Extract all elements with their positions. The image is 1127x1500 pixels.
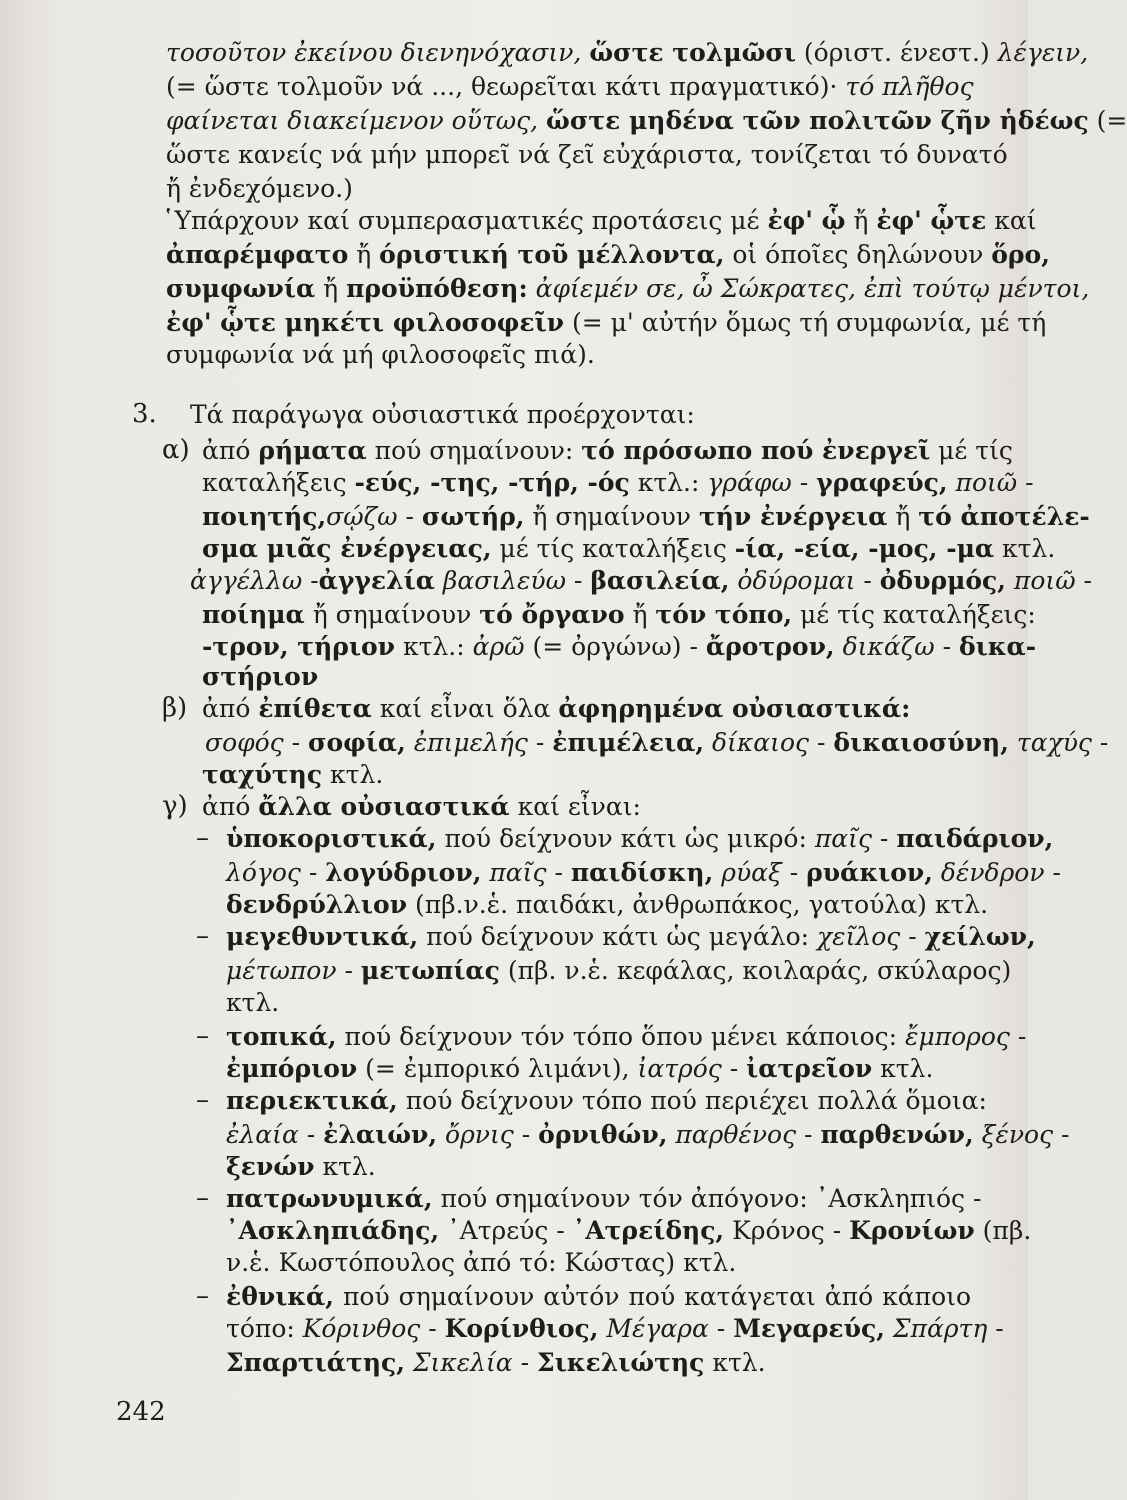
bold-term: γραφεύς, [816,468,948,497]
list-dash: – [196,823,209,853]
section-number: 3. [132,399,157,429]
text-run: (= ὥστε τολμοῦν νά ..., θεωρεῖται κάτι πραγματικό)· [166,72,846,101]
text-run: κτλ. [314,1152,376,1181]
text-run: Κρόνος - [724,1216,850,1245]
bold-term: ταχύτης [202,760,323,789]
bold-term: Σικελιώτης [537,1348,705,1377]
bold-term: ἀγγελία [318,566,435,595]
subsection-marker-a: α) [162,435,190,465]
text-run: (όριστ. ένεστ.) [795,38,998,67]
text-run: - [721,1054,747,1083]
text-run: - [298,1120,324,1149]
text-run: κτλ. [872,1054,934,1083]
text-run: Τά παράγωγα οὐσιαστικά προέρχονται: [190,400,695,429]
italic-term: τοσοῦτον ἐκείνου διενηνόχασιν, [166,38,590,67]
text-run: - [1017,468,1034,497]
italic-term: ἰατρός [637,1054,722,1083]
text-run: μέ τίς καταλήξεις: [792,600,1036,629]
bold-term: ἐφ' ᾧτε μηκέτι φιλοσοφεῖν [166,308,565,337]
bold-term: παιδάριον, [896,824,1054,853]
bold-term: τόν τόπο, [655,600,793,629]
italic-term: ὄρνις [437,1120,514,1149]
bold-term: σμα μιᾶς ἐνέργειας, [202,534,492,563]
text-run: - [420,1314,445,1343]
text-run: ἤ σημαίνουν [304,600,480,629]
text-run: ν.ἑ. Κωστόπουλος ἀπό τό: Κώστας) κτλ. [226,1248,737,1277]
bold-term: συμφωνία [166,274,316,303]
italic-term: Σικελία [404,1348,513,1377]
text-run: ἤ [887,502,919,531]
list-item-line [226,986,971,1019]
text-run: - [1009,1022,1027,1051]
text-run: πού δείχνουν τόπο πού περιέχει πολλά ὅμοια: [397,1086,987,1115]
bold-term: ὥστε τολμῶσι [589,38,796,67]
intro-line [166,238,1050,271]
text-run: ἤ [315,274,347,303]
text-run: - [300,858,326,887]
bold-term: Κορίνθιος, [444,1314,599,1343]
bold-term: ᾿Ατρείδης, [572,1216,725,1245]
bold-term: ἐφ' ᾧ [767,206,846,235]
text-run: - [708,1314,734,1343]
text-run: πού δείχνουν κάτι ὡς μεγάλο: [418,922,817,951]
list-item-line [226,856,1061,889]
bold-term: ἐθνικά, [226,1282,334,1311]
subsection-a-line [202,630,1037,663]
text-run: - [1091,728,1109,757]
text-run: - [987,1314,1004,1343]
text-run: ᾿Ατρεύς - [439,1216,573,1245]
text-run: - [934,632,959,661]
italic-term: ποιῶ [947,468,1018,497]
text-run: ἀπό [202,694,259,723]
bold-term: παιδίσκη, [570,858,714,887]
list-item-line [226,1280,971,1313]
bold-term: ὀρνιθών, [538,1120,668,1149]
bold-term: ἀφηρημένα οὐσιαστικά: [558,694,911,723]
text-run: καί [986,206,1037,235]
italic-term: δίκαιος [704,728,810,757]
bold-term: ᾿Ασκληπιάδης, [226,1216,440,1245]
text-run: - [513,1120,539,1149]
text-run: - [1053,1120,1070,1149]
bold-term: τό ὄργανο [479,600,625,629]
bold-term: Κρονίων [849,1216,975,1245]
bold-term: προϋπόθεση: [346,274,528,303]
list-item-line [226,1118,1070,1151]
list-item-line [226,954,1012,987]
bold-term: ἐπίθετα [258,694,372,723]
italic-term: ρύαξ [713,858,782,887]
list-item-line [226,920,1036,953]
bold-term: Μεγαρεύς, [733,1314,885,1343]
italic-term: ἔμπορος [905,1022,1010,1051]
text-run: καταλήξεις [202,468,355,497]
section-title [190,398,971,431]
text-run: κτλ. [704,1348,766,1377]
bold-term: Σπαρτιάτης, [226,1348,405,1377]
bold-term: ἐλαιών, [323,1120,438,1149]
text-run: (= [1088,106,1127,135]
list-item-line [226,1020,1027,1053]
italic-term: βασιλεύω [434,566,566,595]
intro-line [166,338,971,371]
bold-term: ἐφ' ᾧτε [876,206,987,235]
text-run: ῾Υπάρχουν καί συμπερασματικές προτάσεις μέ [162,206,768,235]
bold-term: τό πρόσωπο πού ἐνεργεῖ [581,436,931,465]
list-dash: – [196,1281,209,1311]
text-run: ἀπό [202,792,259,821]
intro-line [166,138,1008,171]
subsection-marker-b: β) [162,693,188,723]
italic-term: παρθένος [667,1120,797,1149]
bold-term: τό ἀποτέλε- [918,502,1090,531]
text-run: ὥστε κανείς νά μήν μπορεῖ νά ζεῖ εὐχάριστα, τονίζεται τό δυνατό [166,140,1008,169]
text-run: - [283,728,309,757]
italic-term: σῴζω [326,502,398,531]
list-item-line [226,1246,971,1279]
text-run: - [527,728,553,757]
italic-term: ἀφίεμέν σε, ὦ Σώκρατες, ἐπὶ τούτῳ μέντοι, [527,274,1090,303]
text-run: κτλ. [226,988,280,1017]
bold-term: λογύδριον, [325,858,482,887]
intro-line [166,36,1089,69]
list-item-line [226,1214,1032,1247]
text-run: συμφωνία νά μή φιλοσοφεῖς πιά). [166,340,595,369]
bold-term: πατρωνυμικά, [226,1184,433,1213]
list-item-line [226,1346,971,1379]
text-run: - [302,566,319,595]
bold-term: παρθενών, [820,1120,974,1149]
text-run: τόπο: [226,1314,303,1343]
text-run: (= ὀργώνω) - [524,632,706,661]
text-run: - [791,468,817,497]
bold-term: -ία, -εία, -μος, -μα [734,534,995,563]
italic-term: τό πλῆθος [845,72,974,101]
subsection-b-line [202,758,971,791]
subsection-a-line [202,434,1013,467]
bold-term: ρυάκιον, [806,858,933,887]
text-run: κτλ. [322,760,384,789]
list-dash: – [196,1085,209,1115]
subsection-a-line [202,532,1056,565]
bold-term: ἄροτρον, [705,632,835,661]
italic-term: φαίνεται διακείμενον οὕτως, [166,106,547,135]
bold-term: -εύς, -της, -τήρ, -ός [354,468,630,497]
bold-term: ὥστε μηδένα τῶν πολιτῶν ζῆν ἡδέως [546,106,1089,135]
intro-line [166,172,971,205]
italic-term: ἀρῶ [472,632,525,661]
italic-term: γράφω [707,468,792,497]
subsection-b-line [202,692,971,725]
bold-term: ρήματα [258,436,367,465]
italic-term: ξένος [973,1120,1054,1149]
italic-term: Κόρινθος [302,1314,421,1343]
text-run: (πβ. [974,1216,1032,1245]
text-run: - [900,922,925,951]
bold-term: ὅρο, [991,240,1050,269]
text-run: - [781,858,807,887]
text-run: - [871,824,897,853]
text-run: - [546,858,571,887]
text-run: ἤ [348,240,380,269]
italic-term: ταχύς [1008,728,1092,757]
bold-term: χείλων, [924,922,1036,951]
text-run: (πβ.ν.ἑ. παιδάκι, ἀνθρωπάκος, γατούλα) κτλ. [407,890,989,919]
text-run: ἤ [845,206,877,235]
list-item-line [226,888,989,921]
subsection-a-line [202,660,971,693]
italic-term: χεῖλος [817,922,901,951]
italic-term: μέτωπον [226,956,337,985]
text-run: κτλ.: [395,632,473,661]
list-dash: – [196,1183,209,1213]
text-run: πού σημαίνουν αὐτόν πού κατάγεται ἀπό κάποιο [334,1282,971,1311]
page-number: 242 [116,1397,166,1427]
text-run: μέ τίς [930,436,1013,465]
bold-term: ἐπιμέλεια, [552,728,705,757]
text-run: (= ἐμπορικό λιμάνι), [357,1054,638,1083]
italic-term: Μέγαρα [598,1314,709,1343]
text-run: - [336,956,361,985]
italic-term: ἐλαία [226,1120,299,1149]
bold-term: ὀδυρμός, [879,566,1006,595]
bold-term: σοφία, [308,728,406,757]
bold-term: περιεκτικά, [226,1086,398,1115]
list-item-line [226,1182,982,1215]
text-run: καί εἶναι: [509,792,641,821]
list-item-line [226,1052,971,1085]
italic-term: ἀγγέλλω [190,566,303,595]
text-run: πού σημαίνουν: [366,436,582,465]
text-run: ἤ ἐνδεχόμενο.) [166,174,353,203]
bold-term: σωτήρ, [421,502,525,531]
text-run: - [1075,566,1093,595]
subsection-marker-c: γ) [162,791,188,821]
bold-term: μεγεθυντικά, [226,922,419,951]
subsection-b-line [205,726,1109,759]
list-item-line [226,822,1054,855]
bold-term: μετωπίας [360,956,500,985]
subsection-a-line [202,500,1090,533]
bold-term: ἰατρεῖον [746,1054,873,1083]
intro-line [166,70,974,103]
text-run: (= μ' αὐτήν ὅμως τή συμφωνία, μέ τή [564,308,1047,337]
bold-term: ἄλλα οὐσιαστικά [258,792,510,821]
italic-term: σοφός [205,728,284,757]
text-run: πού δείχνουν τόν τόπο ὅπου μένει κάποιος: [336,1022,906,1051]
text-run: κτλ.: [629,468,708,497]
text-run: καί εἶναι ὅλα [371,694,559,723]
bold-term: βασιλεία, [590,566,730,595]
text-run: πού σημαίνουν τόν ἀπόγονο: ᾿Ασκληπιός - [432,1184,982,1213]
text-run: ἀπό [202,436,259,465]
italic-term: ποιῶ [1005,566,1076,595]
bold-term: όριστική τοῦ μέλλοντα, [379,240,725,269]
bold-term: δενδρύλλιον [226,890,408,919]
italic-term: Σπάρτη [884,1314,988,1343]
text-run: - [397,502,422,531]
text-run: (πβ. ν.ἑ. κεφάλας, κοιλαράς, σκύλαρος) [499,956,1012,985]
bold-term: ὑποκοριστικά, [226,824,437,853]
list-item-line [226,1084,987,1117]
bold-term: ποιητής, [202,502,327,531]
intro-line [166,104,1127,137]
subsection-c-intro [202,790,971,823]
bold-term: ξενών [226,1152,315,1181]
text-run: ἤ σημαίνουν [524,502,699,531]
text-run: - [1044,858,1061,887]
bold-term: -τρον, τήριον [202,632,395,661]
text-run: κτλ. [994,534,1056,563]
italic-term: δικάζω [834,632,935,661]
subsection-a-line [202,466,1034,499]
list-item-line [226,1312,1004,1345]
list-item-line [226,1150,971,1183]
italic-term: δένδρον [932,858,1045,887]
intro-line [162,204,1037,237]
text-run: - [809,728,834,757]
bold-term: δικα- [958,632,1037,661]
bold-term: δικαιοσύνη, [833,728,1009,757]
bold-term: ποίημα [202,600,305,629]
text-run: - [565,566,591,595]
italic-term: λόγος [226,858,301,887]
subsection-a-line [190,564,1093,597]
bold-term: τήν ἐνέργεια [698,502,888,531]
text-run: μέ τίς καταλήξεις [491,534,735,563]
italic-term: ἐπιμελής [405,728,528,757]
text-run: οἱ όποῖες δηλώνουν [724,240,992,269]
list-dash: – [196,921,209,951]
text-run: - [512,1348,538,1377]
bold-term: ἐμπόριον [226,1054,358,1083]
text-run: - [796,1120,821,1149]
intro-line [166,306,1047,339]
text-run: πού δείχνουν κάτι ὡς μικρό: [436,824,815,853]
bold-term: τοπικά, [226,1022,337,1051]
italic-term: ὀδύρομαι [729,566,856,595]
subsection-a-line [202,598,1036,631]
list-dash: – [196,1021,209,1051]
italic-term: παῖς [481,858,547,887]
intro-line [166,272,1090,305]
italic-term: λέγειν, [997,38,1089,67]
text-run: - [855,566,880,595]
text-run: ἤ [624,600,656,629]
bold-term: στήριον [202,662,319,691]
bold-term: ἀπαρέμφατο [166,240,349,269]
italic-term: παῖς [814,824,872,853]
